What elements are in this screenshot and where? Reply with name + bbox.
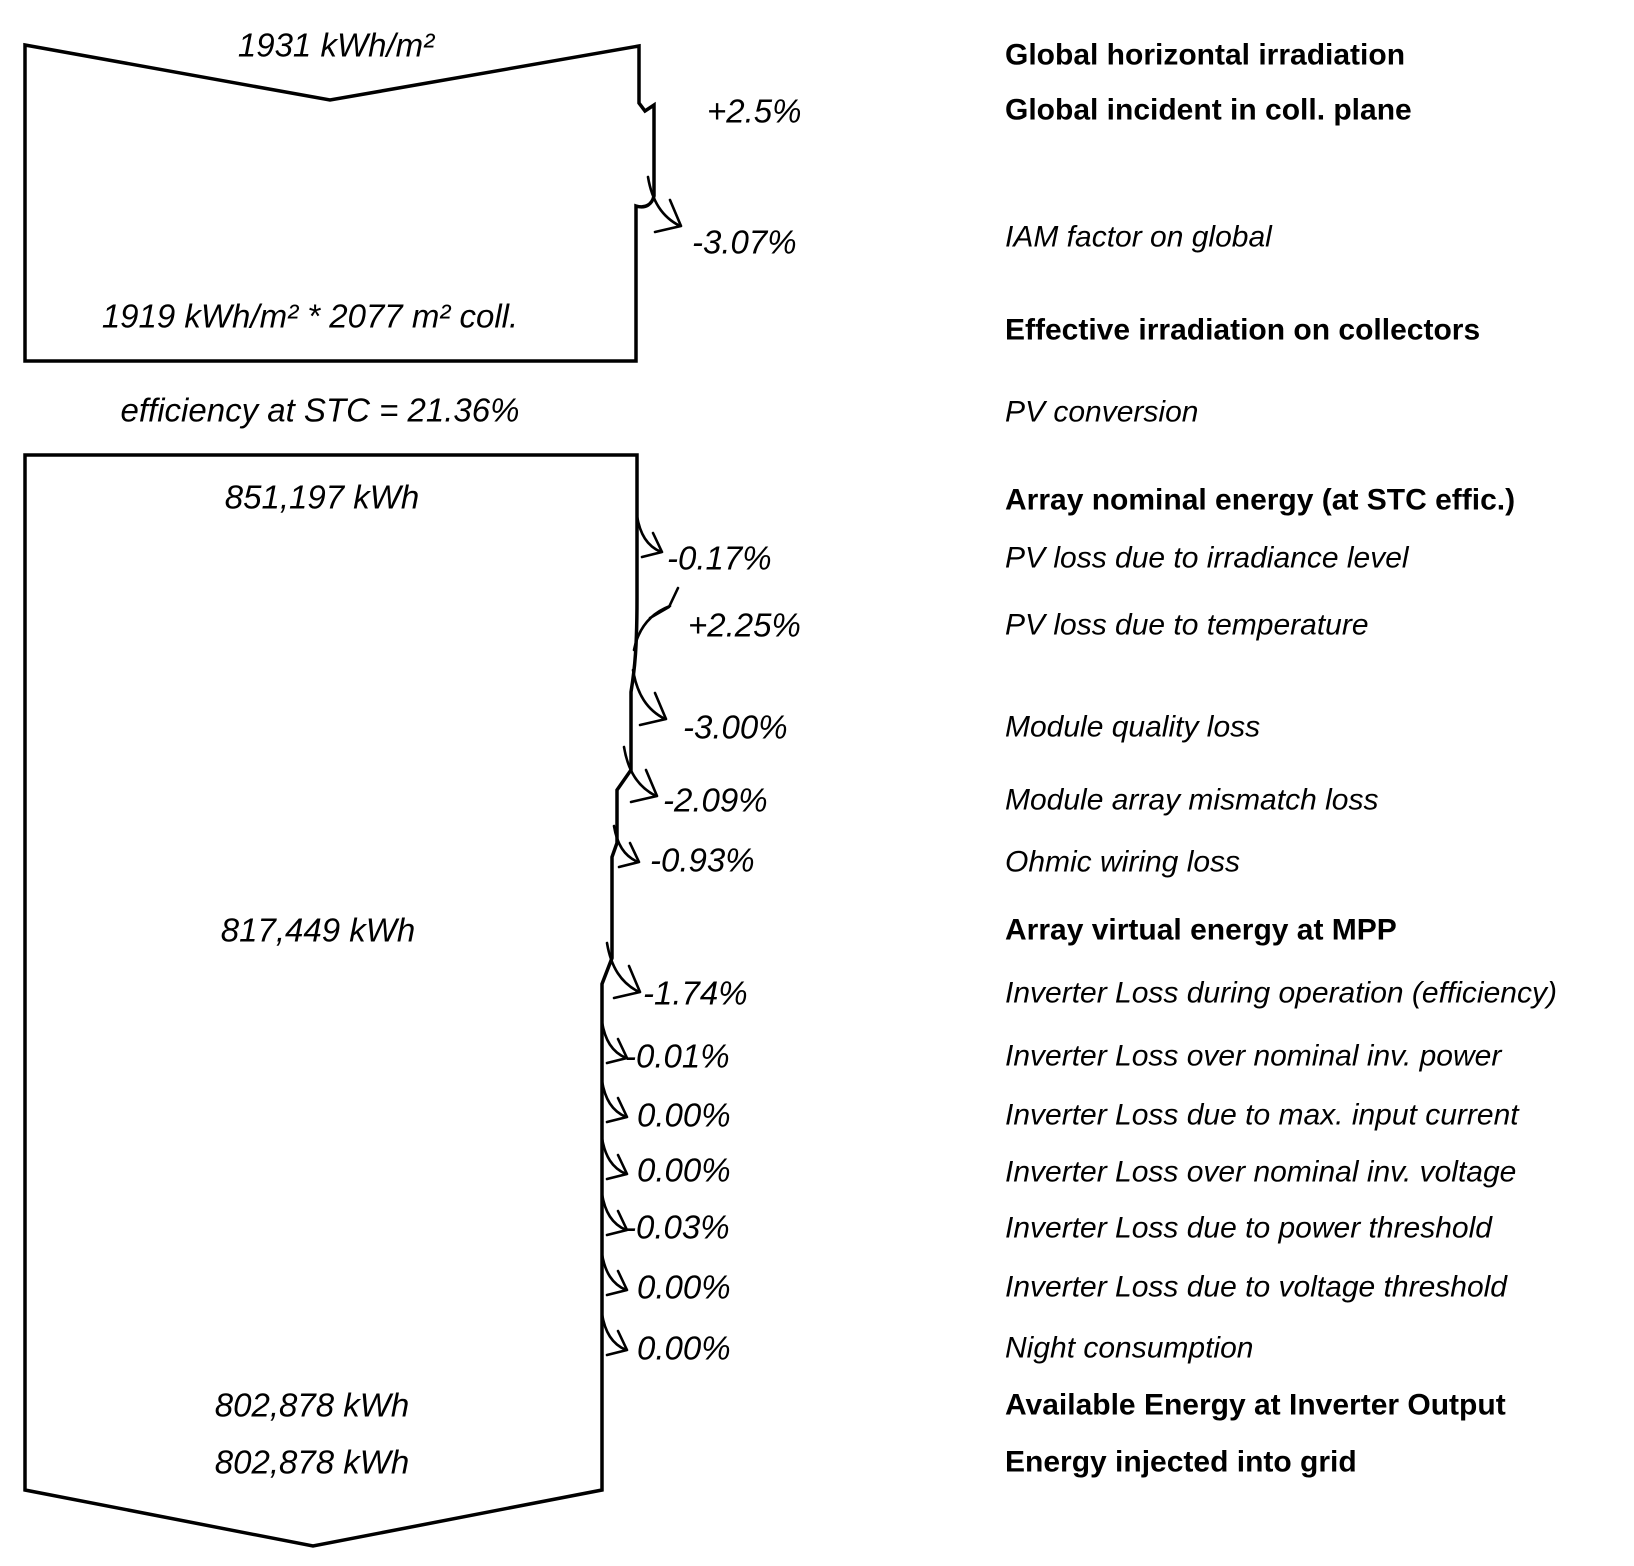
pct-temperature: +2.25% (688, 606, 801, 644)
gain-arrow-temperature (634, 588, 678, 650)
label-inverter-max-current: Inverter Loss due to max. input current (1005, 1098, 1519, 1132)
label-night-consumption: Night consumption (1005, 1331, 1254, 1365)
label-available-energy: Available Energy at Inverter Output (1005, 1388, 1506, 1422)
label-injected-energy: Energy injected into grid (1005, 1445, 1357, 1479)
label-array-virtual-energy: Array virtual energy at MPP (1005, 913, 1397, 947)
label-mismatch: Module array mismatch loss (1005, 783, 1379, 817)
pct-mismatch: -2.09% (663, 781, 768, 819)
label-effective-irradiation: Effective irradiation on collectors (1005, 313, 1481, 347)
label-voltage-threshold: Inverter Loss due to voltage threshold (1005, 1270, 1507, 1304)
loss-arrow-irradiance-level (637, 516, 662, 557)
value-available-energy: 802,878 kWh (214, 1386, 410, 1424)
pct-inverter-nominal-power: -0.01% (625, 1037, 730, 1075)
pct-iam: -3.07% (692, 223, 797, 261)
pct-night-consumption: 0.00% (637, 1329, 731, 1367)
loss-arrow-inverter-nominal-power (602, 1022, 627, 1063)
label-inverter-nominal-voltage: Inverter Loss over nominal inv. voltage (1005, 1155, 1517, 1189)
value-array-nominal-energy: 851,197 kWh (224, 478, 420, 516)
pct-inverter-nominal-voltage: 0.00% (637, 1151, 731, 1189)
label-array-nominal-energy: Array nominal energy (at STC effic.) (1005, 483, 1516, 517)
label-pv-conversion: PV conversion (1005, 395, 1199, 429)
pct-global-incident: +2.5% (707, 92, 802, 130)
loss-arrow-module-quality (633, 670, 666, 725)
loss-arrow-inverter-max-current (602, 1081, 627, 1122)
value-array-virtual-energy: 817,449 kWh (220, 911, 416, 949)
value-global-horizontal-irradiation: 1931 kWh/m² (237, 26, 435, 64)
label-inverter-operation: Inverter Loss during operation (efficiency) (1005, 976, 1557, 1010)
loss-arrow-voltage-threshold (602, 1254, 627, 1295)
pct-power-threshold: -0.03% (625, 1208, 730, 1246)
pct-irradiance-level: -0.17% (667, 539, 772, 577)
loss-arrow-power-threshold (602, 1194, 627, 1235)
label-iam: IAM factor on global (1005, 220, 1272, 254)
label-inverter-nominal-power: Inverter Loss over nominal inv. power (1005, 1039, 1502, 1073)
label-module-quality: Module quality loss (1005, 710, 1261, 744)
pct-inverter-operation: -1.74% (643, 974, 748, 1012)
value-effective-irradiation: 1919 kWh/m² * 2077 m² coll. (101, 297, 519, 335)
pct-module-quality: -3.00% (683, 708, 788, 746)
loss-arrow-inverter-nominal-voltage (602, 1138, 627, 1179)
label-global-incident: Global incident in coll. plane (1005, 93, 1412, 127)
label-power-threshold: Inverter Loss due to power threshold (1005, 1211, 1492, 1245)
pct-voltage-threshold: 0.00% (637, 1268, 731, 1306)
energy-funnel-outline (25, 455, 637, 1546)
loss-arrow-night-consumption (602, 1314, 627, 1355)
pct-inverter-max-current: 0.00% (637, 1096, 731, 1134)
value-injected-energy: 802,878 kWh (214, 1443, 410, 1481)
label-temperature: PV loss due to temperature (1005, 608, 1369, 642)
pct-ohmic-wiring: -0.93% (650, 841, 755, 879)
label-ohmic-wiring: Ohmic wiring loss (1005, 845, 1241, 879)
label-irradiance-level: PV loss due to irradiance level (1005, 541, 1409, 575)
label-global-horizontal-irradiation: Global horizontal irradiation (1005, 38, 1406, 72)
value-stc-efficiency: efficiency at STC = 21.36% (120, 391, 520, 429)
